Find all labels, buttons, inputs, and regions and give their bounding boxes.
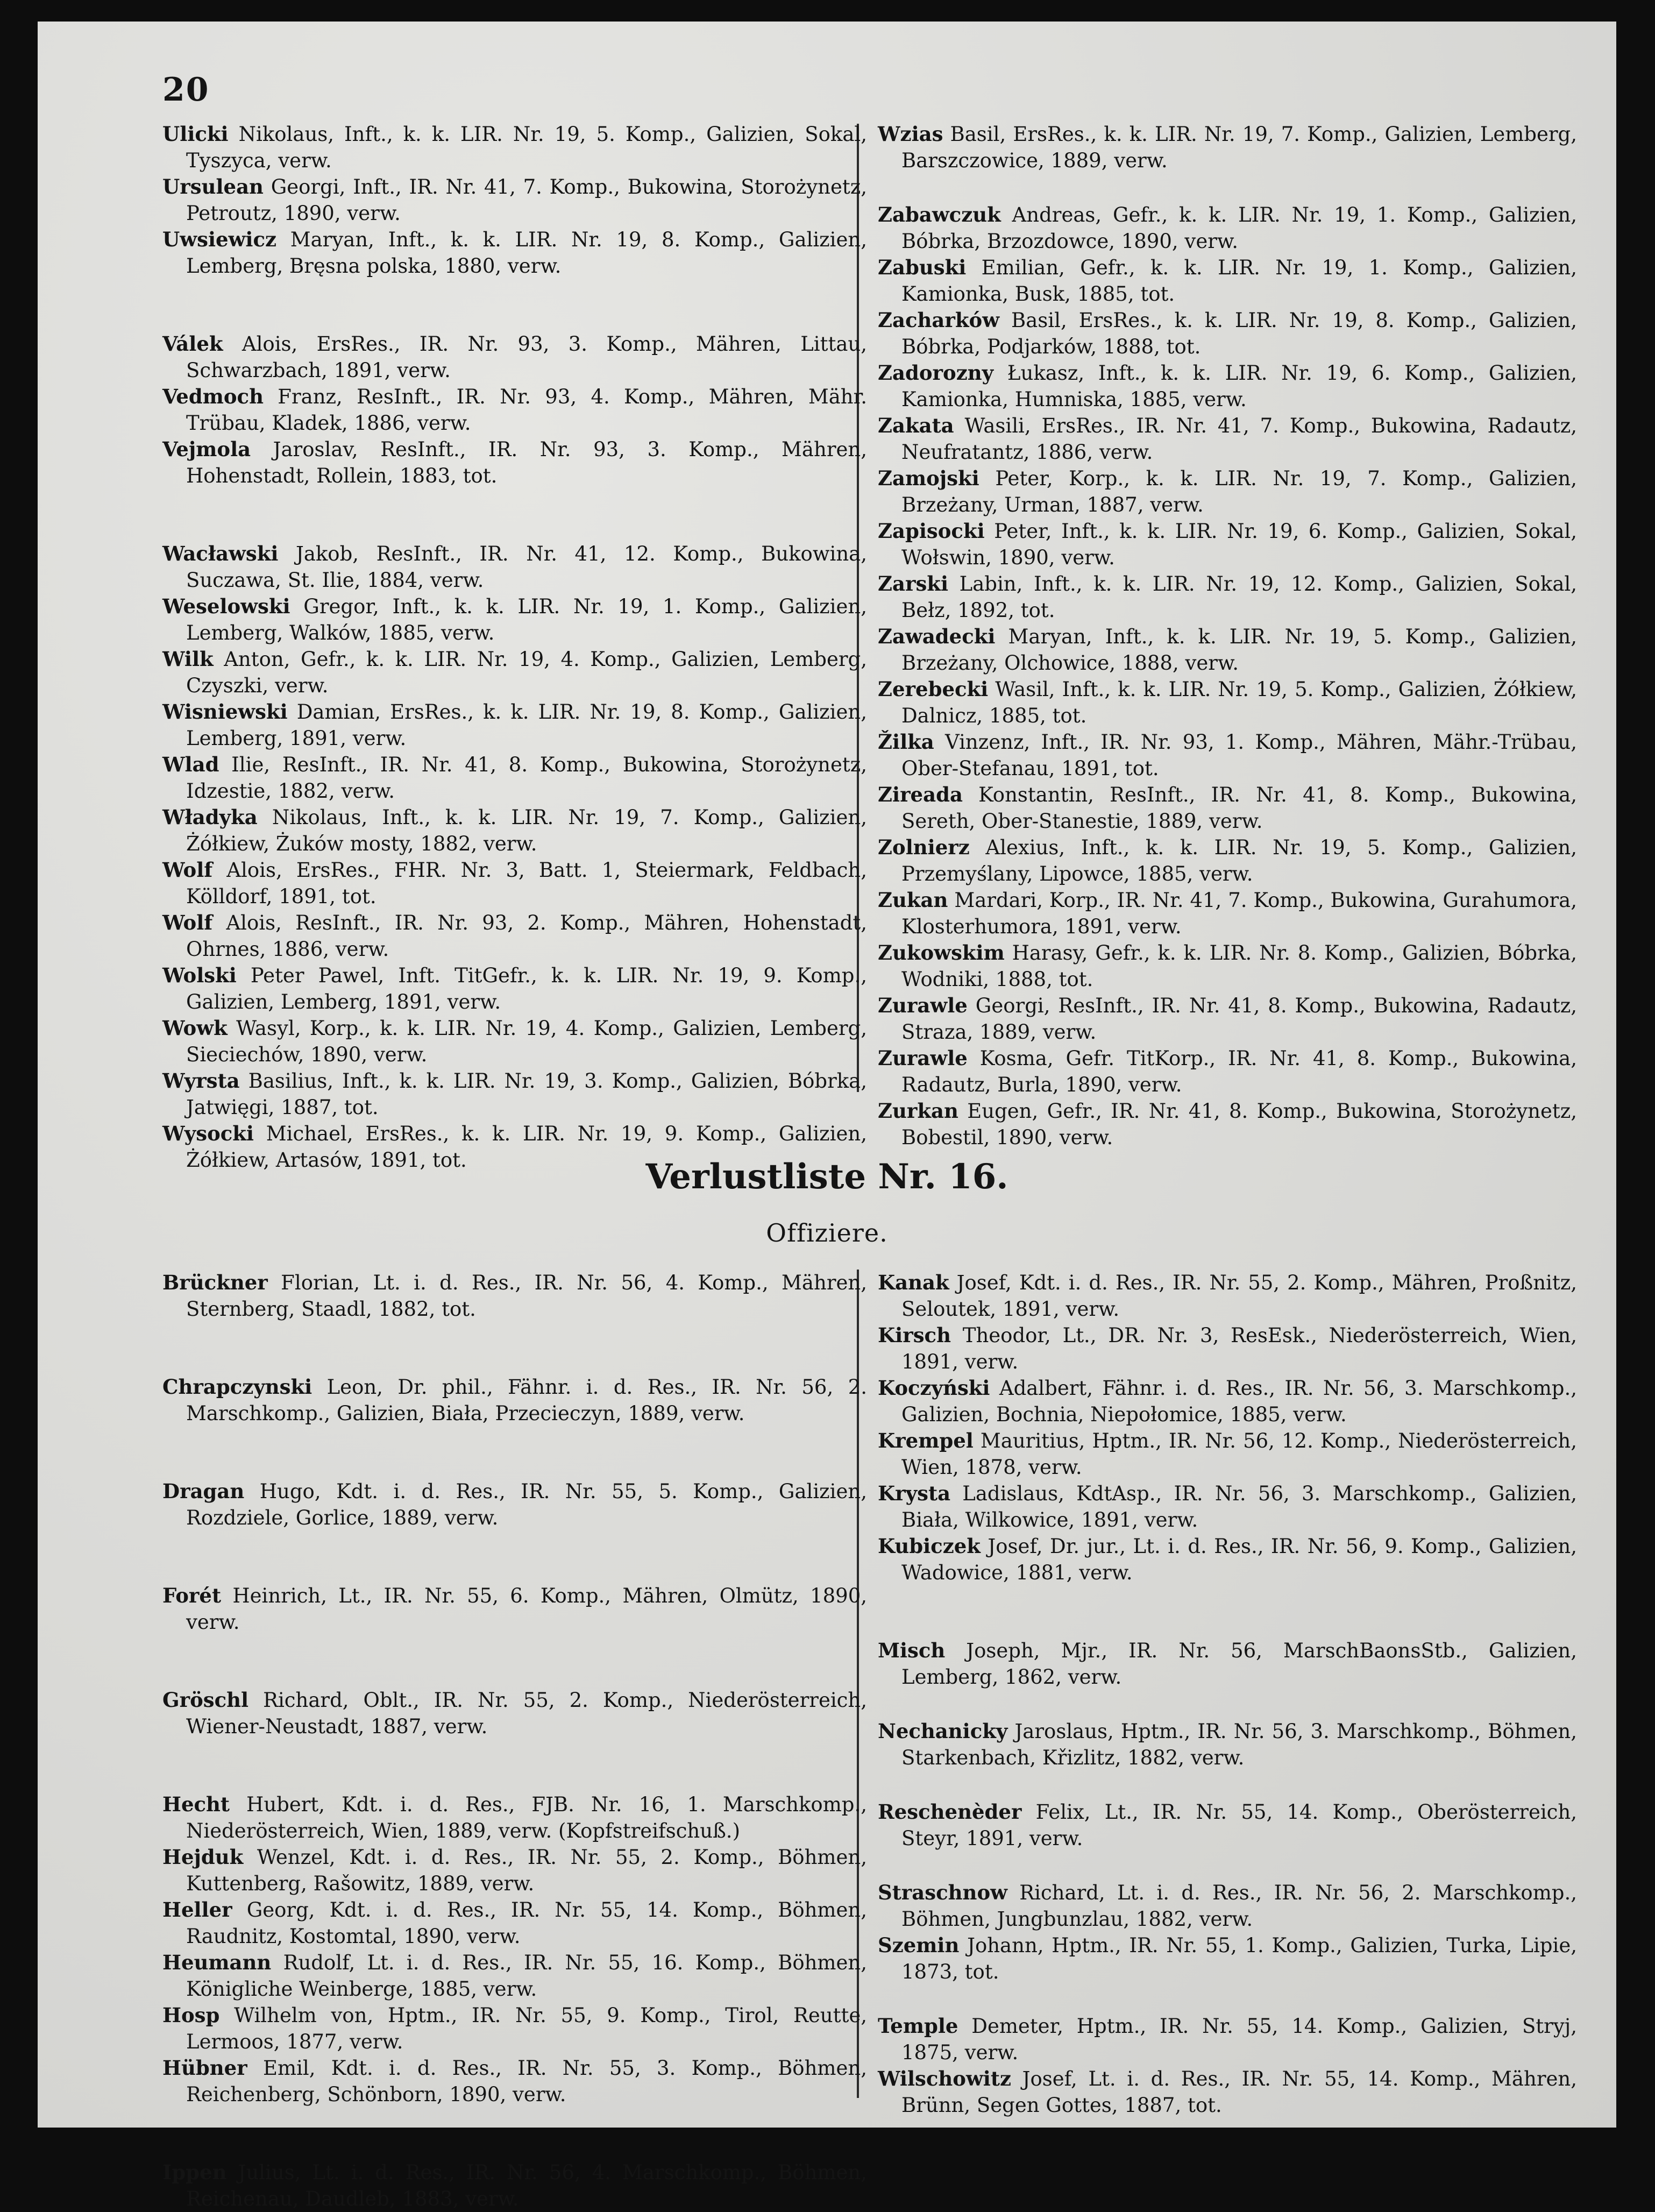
casualty-entry: [162, 1478, 867, 1531]
entry-surname: Temple: [878, 2014, 958, 2038]
entry-details: Adalbert, Fähnr. i. d. Res., IR. Nr. 56, 3. Marschkomp., Galizien, Bochnia, Niepołomice, 1885, verw.: [901, 1377, 1577, 1426]
casualty-entry: [162, 804, 867, 857]
casualty-entry: [878, 1932, 1577, 1985]
entry-surname: Straschnow: [878, 1881, 1007, 1904]
casualty-entry: [162, 1583, 867, 1635]
entry-details: Wenzel, Kdt. i. d. Res., IR. Nr. 55, 2. Komp., Böhmen, Kuttenberg, Rašowitz, 1889, verw.: [186, 1846, 867, 1895]
casualty-entry: [162, 174, 867, 226]
entry-surname: Szemin: [878, 1933, 960, 1957]
casualty-entry: [878, 623, 1577, 676]
entry-surname: Brückner: [162, 1271, 268, 1294]
casualty-entry: [162, 751, 867, 804]
entry-surname: Zerebecki: [878, 677, 989, 701]
entry-surname: Hejduk: [162, 1845, 244, 1869]
entry-surname: Uwsiewicz: [162, 228, 276, 251]
entry-surname: Wysocki: [162, 1122, 254, 1145]
entry-surname: Wilschowitz: [878, 2067, 1011, 2090]
entry-surname: Wolski: [162, 963, 237, 987]
casualty-entry: [162, 436, 867, 489]
entry-surname: Zarski: [878, 572, 948, 595]
casualty-entry: [878, 571, 1577, 623]
spacer: [878, 1852, 1577, 1880]
page-number: 20: [162, 71, 210, 109]
casualty-entry: [162, 1374, 867, 1427]
entry-surname: Wlad: [162, 753, 219, 776]
casualty-entry: [162, 1844, 867, 1897]
entry-details: Basil, ErsRes., k. k. LIR. Nr. 19, 8. Komp., Galizien, Bóbrka, Podjarków, 1888, tot.: [901, 309, 1577, 358]
entry-details: Mauritius, Hptm., IR. Nr. 56, 12. Komp., Niederösterreich, Wien, 1878, verw.: [901, 1429, 1577, 1479]
entry-surname: Nechanicky: [878, 1719, 1008, 1743]
entry-surname: Krempel: [878, 1429, 974, 1452]
casualty-entry: [878, 1718, 1577, 1771]
spacer: [878, 1985, 1577, 2013]
spacer: [162, 1427, 867, 1478]
entry-details: Gregor, Inft., k. k. LIR. Nr. 19, 1. Komp., Galizien, Lemberg, Walków, 1885, verw.: [186, 595, 867, 644]
casualty-entry: [878, 1428, 1577, 1480]
entry-details: Peter, Korp., k. k. LIR. Nr. 19, 7. Komp., Galizien, Brzeżany, Urman, 1887, verw.: [901, 467, 1577, 516]
entry-surname: Wolf: [162, 858, 213, 882]
entry-details: Eugen, Gefr., IR. Nr. 41, 8. Komp., Bukowina, Storożynetz, Bobestil, 1890, verw.: [901, 1100, 1577, 1149]
casualty-entry: [878, 1880, 1577, 1932]
entry-details: Wilhelm von, Hptm., IR. Nr. 55, 9. Komp., Tirol, Reutte, Lermoos, 1877, verw.: [186, 2004, 867, 2053]
casualty-entry: [878, 940, 1577, 992]
bottom-left-column: [162, 1270, 867, 2212]
entry-details: Florian, Lt. i. d. Res., IR. Nr. 56, 4. Komp., Mähren, Sternberg, Staadl, 1882, tot.: [186, 1271, 867, 1321]
casualty-entry: [162, 1897, 867, 1949]
entry-surname: Wyrsta: [162, 1069, 240, 1093]
casualty-entry: [162, 226, 867, 279]
casualty-entry: [162, 121, 867, 174]
entry-details: Anton, Gefr., k. k. LIR. Nr. 19, 4. Komp., Galizien, Lemberg, Czyszki, verw.: [186, 648, 867, 697]
casualty-entry: [162, 541, 867, 593]
casualty-entry: [878, 1322, 1577, 1375]
casualty-entry: [878, 1533, 1577, 1586]
entry-details: Basil, ErsRes., k. k. LIR. Nr. 19, 7. Komp., Galizien, Lemberg, Barszczowice, 1889, verw.: [901, 123, 1577, 172]
entry-surname: Forét: [162, 1584, 222, 1607]
casualty-entry: [162, 2055, 867, 2108]
entry-surname: Kirsch: [878, 1323, 951, 1347]
top-left-column: [162, 121, 867, 1173]
entry-details: Wasyl, Korp., k. k. LIR. Nr. 19, 4. Komp., Galizien, Lemberg, Sieciechów, 1890, verw.: [186, 1017, 867, 1066]
entry-surname: Zamojski: [878, 466, 979, 490]
casualty-entry: [878, 121, 1577, 174]
spacer: [878, 174, 1577, 202]
entry-details: Labin, Inft., k. k. LIR. Nr. 19, 12. Komp., Galizien, Sokal, Bełz, 1892, tot.: [901, 572, 1577, 622]
entry-surname: Zapisocki: [878, 519, 985, 543]
entry-details: Alexius, Inft., k. k. LIR. Nr. 19, 5. Komp., Galizien, Przemyślany, Lipowce, 1885, verw.: [901, 836, 1577, 885]
entry-surname: Wacławski: [162, 542, 279, 565]
entry-surname: Vejmola: [162, 437, 251, 461]
entry-surname: Ulicki: [162, 122, 229, 146]
casualty-entry: [162, 1068, 867, 1121]
entry-surname: Hübner: [162, 2056, 247, 2080]
casualty-entry: [162, 331, 867, 384]
casualty-entry: [162, 910, 867, 962]
entry-surname: Žilka: [878, 730, 934, 754]
entry-surname: Heumann: [162, 1951, 272, 1974]
entry-details: Vinzenz, Inft., IR. Nr. 93, 1. Komp., Mähren, Mähr.-Trübau, Ober-Stefanau, 1891, tot.: [901, 731, 1577, 780]
casualty-entry: [878, 1799, 1577, 1852]
entry-details: Joseph, Mjr., IR. Nr. 56, MarschBaonsStb., Galizien, Lemberg, 1862, verw.: [901, 1639, 1577, 1689]
entry-surname: Válek: [162, 332, 223, 356]
entry-details: Ilie, ResInft., IR. Nr. 41, 8. Komp., Bukowina, Storożynetz, Idzestie, 1882, verw.: [186, 753, 867, 803]
casualty-entry: [878, 254, 1577, 307]
casualty-entry: [878, 518, 1577, 571]
entry-surname: Hosp: [162, 2003, 220, 2027]
entry-details: Michael, ErsRes., k. k. LIR. Nr. 19, 9. Komp., Galizien, Żółkiew, Artasów, 1891, tot.: [186, 1122, 867, 1172]
casualty-entry: [878, 202, 1577, 254]
entry-details: Theodor, Lt., DR. Nr. 3, ResEsk., Niederösterreich, Wien, 1891, verw.: [901, 1324, 1577, 1373]
entry-surname: Zireada: [878, 783, 963, 806]
spacer: [878, 1690, 1577, 1718]
entry-details: Emil, Kdt. i. d. Res., IR. Nr. 55, 3. Komp., Böhmen, Reichenberg, Schönborn, 1890, verw.: [186, 2057, 867, 2106]
bottom-right-column: [878, 1270, 1577, 2118]
entry-surname: Zakata: [878, 414, 954, 437]
casualty-entry: [162, 1015, 867, 1068]
entry-surname: Wzias: [878, 122, 943, 146]
entry-surname: Kanak: [878, 1271, 949, 1294]
entry-surname: Zabuski: [878, 256, 967, 279]
casualty-entry: [878, 834, 1577, 887]
casualty-entry: [878, 1480, 1577, 1533]
entry-surname: Chrapczynski: [162, 1375, 312, 1399]
entry-details: Rudolf, Lt. i. d. Res., IR. Nr. 55, 16. Komp., Böhmen, Königliche Weinberge, 1885, verw.: [186, 1951, 867, 2001]
casualty-entry: [162, 384, 867, 436]
entry-details: Richard, Oblt., IR. Nr. 55, 2. Komp., Niederösterreich, Wiener-Neustadt, 1887, verw.: [186, 1689, 867, 1738]
entry-details: Konstantin, ResInft., IR. Nr. 41, 8. Komp., Bukowina, Sereth, Ober-Stanestie, 1889, verw.: [901, 783, 1577, 833]
entry-details: Felix, Lt., IR. Nr. 55, 14. Komp., Oberösterreich, Steyr, 1891, verw.: [901, 1800, 1577, 1850]
entry-details: Nikolaus, Inft., k. k. LIR. Nr. 19, 7. Komp., Galizien, Żółkiew, Żuków mosty, 1882, verw.: [186, 806, 867, 855]
casualty-entry: [878, 360, 1577, 413]
entry-details: Demeter, Hptm., IR. Nr. 55, 14. Komp., Galizien, Stryj, 1875, verw.: [901, 2015, 1577, 2064]
casualty-entry: [878, 2013, 1577, 2066]
spacer: [162, 279, 867, 331]
casualty-entry: [162, 1791, 867, 1844]
entry-details: Josef, Kdt. i. d. Res., IR. Nr. 55, 2. Komp., Mähren, Proßnitz, Seloutek, 1891, verw.: [901, 1271, 1577, 1321]
top-right-column: [878, 121, 1577, 1151]
entry-surname: Vedmoch: [162, 385, 264, 408]
spacer: [162, 1531, 867, 1583]
entry-details: Jaroslav, ResInft., IR. Nr. 93, 3. Komp., Mähren, Hohenstadt, Rollein, 1883, tot.: [186, 438, 867, 487]
entry-details: Heinrich, Lt., IR. Nr. 55, 6. Komp., Mähren, Olmütz, 1890, verw.: [186, 1584, 867, 1634]
casualty-entry: [162, 699, 867, 751]
section-subheading: Offiziere.: [766, 1218, 888, 1247]
entry-surname: Wilk: [162, 647, 214, 671]
casualty-entry: [162, 646, 867, 699]
entry-details: Johann, Hptm., IR. Nr. 55, 1. Komp., Galizien, Turka, Lipie, 1873, tot.: [901, 1934, 1577, 1983]
spacer: [162, 1740, 867, 1791]
entry-surname: Zukan: [878, 888, 948, 912]
entry-details: Peter, Inft., k. k. LIR. Nr. 19, 6. Komp., Galizien, Sokal, Wołswin, 1890, verw.: [901, 520, 1577, 569]
entry-details: Mardari, Korp., IR. Nr. 41, 7. Komp., Bukowina, Gurahumora, Klosterhumora, 1891, verw.: [901, 889, 1577, 938]
entry-surname: Krysta: [878, 1481, 951, 1505]
entry-details: Maryan, Inft., k. k. LIR. Nr. 19, 5. Komp., Galizien, Brzeżany, Olchowice, 1888, verw.: [901, 625, 1577, 675]
entry-surname: Reschenèder: [878, 1800, 1022, 1824]
spacer: [162, 1322, 867, 1374]
entry-details: Josef, Lt. i. d. Res., IR. Nr. 55, 14. Komp., Mähren, Brünn, Segen Gottes, 1887, tot.: [901, 2067, 1577, 2117]
casualty-entry: [878, 1045, 1577, 1098]
entry-details: Kosma, Gefr. TitKorp., IR. Nr. 41, 8. Komp., Bukowina, Radautz, Burla, 1890, verw.: [901, 1047, 1577, 1096]
entry-surname: Wisniewski: [162, 700, 288, 724]
entry-details: Basilius, Inft., k. k. LIR. Nr. 19, 3. Komp., Galizien, Bóbrka, Jatwięgi, 1887, tot.: [186, 1069, 867, 1119]
entry-surname: Heller: [162, 1898, 232, 1922]
entry-surname: Koczyński: [878, 1376, 990, 1400]
entry-surname: Weselowski: [162, 594, 290, 618]
casualty-entry: [878, 1637, 1577, 1690]
entry-details: Emilian, Gefr., k. k. LIR. Nr. 19, 1. Komp., Galizien, Kamionka, Busk, 1885, tot.: [901, 256, 1577, 306]
casualty-entry: [878, 729, 1577, 782]
spacer: [878, 1586, 1577, 1637]
entry-surname: Dragan: [162, 1479, 245, 1503]
entry-surname: Zurawle: [878, 994, 968, 1017]
document-page: [38, 22, 1616, 2210]
entry-details: Alois, ErsRes., FHR. Nr. 3, Batt. 1, Steiermark, Feldbach, Kölldorf, 1891, tot.: [186, 859, 867, 908]
entry-surname: Zukowskim: [878, 941, 1005, 965]
entry-surname: Misch: [878, 1639, 946, 1662]
entry-surname: Władyka: [162, 805, 258, 829]
entry-details: Franz, ResInft., IR. Nr. 93, 4. Komp., Mähren, Mähr. Trübau, Kladek, 1886, verw.: [186, 385, 867, 435]
entry-surname: Hecht: [162, 1792, 230, 1816]
casualty-entry: [162, 857, 867, 910]
spacer: [162, 2108, 867, 2159]
casualty-entry: [878, 992, 1577, 1045]
entry-details: Maryan, Inft., k. k. LIR. Nr. 19, 8. Komp., Galizien, Lemberg, Bręsna polska, 1880, verw.: [186, 228, 867, 278]
entry-details: Nikolaus, Inft., k. k. LIR. Nr. 19, 5. Komp., Galizien, Sokal, Tyszyca, verw.: [186, 123, 867, 172]
entry-details: Hubert, Kdt. i. d. Res., FJB. Nr. 16, 1. Marschkomp., Niederösterreich, Wien, 1889, verw. (Kopfstreifschuß.): [186, 1793, 867, 1842]
entry-details: Łukasz, Inft., k. k. LIR. Nr. 19, 6. Komp., Galizien, Kamionka, Humniska, 1885, verw.: [901, 361, 1577, 411]
casualty-entry: [162, 1270, 867, 1322]
casualty-entry: [162, 593, 867, 646]
casualty-entry: [162, 962, 867, 1015]
entry-details: Georg, Kdt. i. d. Res., IR. Nr. 55, 14. Komp., Böhmen, Raudnitz, Kostomtal, 1890, verw.: [186, 1898, 867, 1948]
entry-surname: Wowk: [162, 1016, 228, 1040]
entry-details: Richard, Lt. i. d. Res., IR. Nr. 56, 2. Marschkomp., Böhmen, Jungbunzlau, 1882, verw.: [901, 1881, 1577, 1931]
entry-details: Jakob, ResInft., IR. Nr. 41, 12. Komp., Bukowina, Suczawa, St. Ilie, 1884, verw.: [186, 542, 867, 592]
entry-details: Ladislaus, KdtAsp., IR. Nr. 56, 3. Marschkomp., Galizien, Biała, Wilkowice, 1891, verw.: [901, 1482, 1577, 1532]
entry-surname: Zawadecki: [878, 625, 996, 648]
spacer: [162, 489, 867, 541]
entry-details: Leon, Dr. phil., Fähnr. i. d. Res., IR. Nr. 56, 2. Marschkomp., Galizien, Biała, Przecieczyn, 1889, verw.: [186, 1376, 867, 1425]
casualty-entry: [878, 887, 1577, 940]
entry-surname: Gröschl: [162, 1688, 249, 1712]
entry-details: Georgi, ResInft., IR. Nr. 41, 8. Komp., Bukowina, Radautz, Straza, 1889, verw.: [901, 994, 1577, 1044]
entry-details: Hugo, Kdt. i. d. Res., IR. Nr. 55, 5. Komp., Galizien, Rozdziele, Gorlice, 1889, verw.: [186, 1480, 867, 1529]
entry-surname: Wolf: [162, 911, 213, 934]
casualty-entry: [878, 1098, 1577, 1151]
entry-details: Josef, Dr. jur., Lt. i. d. Res., IR. Nr. 56, 9. Komp., Galizien, Wadowice, 1881, verw.: [901, 1535, 1577, 1584]
entry-surname: Ippen: [162, 2160, 227, 2184]
casualty-entry: [162, 2159, 867, 2212]
spacer: [878, 1771, 1577, 1799]
casualty-entry: [162, 1687, 867, 1740]
spacer: [162, 1635, 867, 1687]
casualty-entry: [878, 2066, 1577, 2118]
casualty-entry: [878, 307, 1577, 360]
casualty-entry: [878, 465, 1577, 518]
casualty-entry: [878, 676, 1577, 729]
entry-details: Julius, Lt. i. d. Res., IR. Nr. 56, 4. Marschkomp., Böhmen, Reichenau, Daudleb, 1883, verw.: [186, 2161, 867, 2210]
casualty-entry: [162, 1949, 867, 2002]
casualty-entry: [878, 413, 1577, 465]
entry-details: Wasil, Inft., k. k. LIR. Nr. 19, 5. Komp., Galizien, Żółkiew, Dalnicz, 1885, tot.: [901, 678, 1577, 727]
entry-details: Andreas, Gefr., k. k. LIR. Nr. 19, 1. Komp., Galizien, Bóbrka, Brzozdowce, 1890, verw.: [901, 203, 1577, 253]
entry-details: Alois, ErsRes., IR. Nr. 93, 3. Komp., Mähren, Littau, Schwarzbach, 1891, verw.: [186, 332, 867, 382]
entry-details: Wasili, ErsRes., IR. Nr. 41, 7. Komp., Bukowina, Radautz, Neufratantz, 1886, verw.: [901, 414, 1577, 464]
entry-surname: Zurkan: [878, 1099, 958, 1123]
entry-surname: Zurawle: [878, 1046, 968, 1070]
entry-surname: Ursulean: [162, 175, 264, 198]
entry-details: Alois, ResInft., IR. Nr. 93, 2. Komp., Mähren, Hohenstadt, Ohrnes, 1886, verw.: [186, 911, 867, 961]
entry-details: Jaroslaus, Hptm., IR. Nr. 56, 3. Marschkomp., Böhmen, Starkenbach, Křizlitz, 1882, verw.: [901, 1720, 1577, 1769]
entry-details: Peter Pawel, Inft. TitGefr., k. k. LIR. Nr. 19, 9. Komp., Galizien, Lemberg, 1891, verw.: [186, 964, 867, 1013]
entry-details: Harasy, Gefr., k. k. LIR. Nr. 8. Komp., Galizien, Bóbrka, Wodniki, 1888, tot.: [901, 941, 1577, 991]
section-heading: Verlustliste Nr. 16.: [645, 1157, 1008, 1197]
casualty-entry: [878, 782, 1577, 834]
entry-details: Georgi, Inft., IR. Nr. 41, 7. Komp., Bukowina, Storożynetz, Petroutz, 1890, verw.: [186, 175, 867, 225]
entry-details: Damian, ErsRes., k. k. LIR. Nr. 19, 8. Komp., Galizien, Lemberg, 1891, verw.: [186, 700, 867, 750]
casualty-entry: [878, 1270, 1577, 1322]
casualty-entry: [878, 1375, 1577, 1428]
entry-surname: Zolnierz: [878, 835, 970, 859]
entry-surname: Zabawczuk: [878, 203, 1001, 226]
entry-surname: Zadorozny: [878, 361, 994, 385]
entry-surname: Zacharków: [878, 308, 1000, 332]
casualty-entry: [162, 2002, 867, 2055]
entry-surname: Kubiczek: [878, 1534, 981, 1558]
